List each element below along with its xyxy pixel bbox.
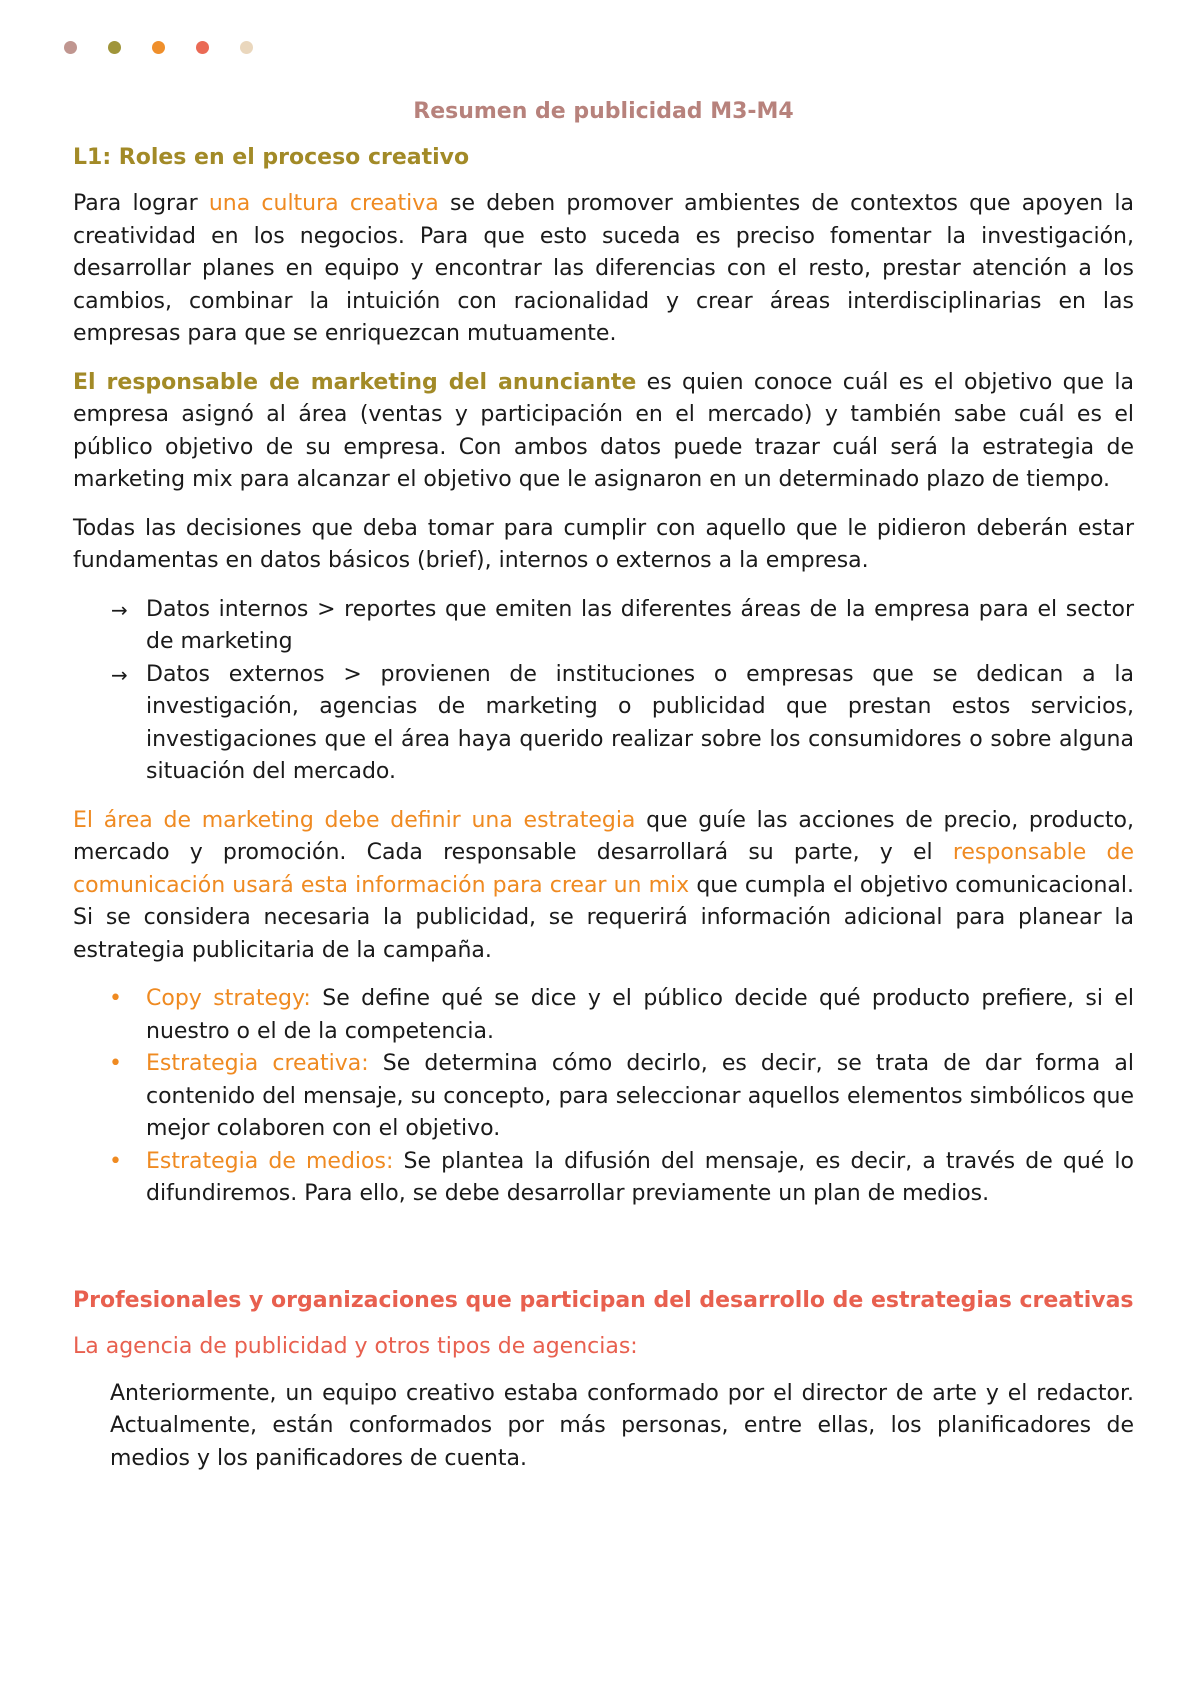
text-run: es quien conoce cuál es el objetivo que la empresa asignó al área (ventas y participación en el mercado) y también sabe cuál es el público objetivo de su empresa. Con ambos datos puede trazar cuál será la estrategia de marketing mix para alcanzar el objetivo que le asignaron en un determinado plazo de tiempo. <box>73 369 1134 492</box>
text-run: que guíe las acciones de precio, producto, mercado y promoción. Cada responsable desarrollará su parte, y el <box>73 807 1134 865</box>
list-item <box>73 1146 1134 1211</box>
list-item-text: Se plantea la difusión del mensaje, es decir, a través de qué lo difundiremos. Para ello, se debe desarrollar previamente un plan de medios. <box>146 1148 1134 1206</box>
list-item <box>73 659 1134 789</box>
paragraph-decisiones: Todas las decisiones que deba tomar para cumplir con aquello que le pidieron deberán estar fundamentas en datos básicos (brief), internos o externos a la empresa. <box>73 515 1134 573</box>
bullet-term: Copy strategy: <box>146 986 311 1011</box>
list-item-text: Se determina cómo decirlo, es decir, se trata de dar forma al contenido del mensaje, su concepto, para seleccionar aquellos elementos simbólicos que mejor colaboren con el objetivo. <box>146 1051 1134 1141</box>
bullet-term: Estrategia de medios: <box>146 1148 394 1174</box>
dot-5 <box>240 41 253 54</box>
text-run: se deben promover ambientes de contextos que apoyen la creatividad en los negocios. Para que esto suceda es preciso fomentar la investigación, desarrollar planes en equipo y encontrar las diferencias con el resto, prestar atención a los cambios, combinar la intuición con racionalidad y crear áreas interdisciplinarias en las empresas para que se enriquezcan mutuamente. <box>73 191 1135 346</box>
dot-3 <box>152 41 165 54</box>
dot-2 <box>108 41 121 54</box>
bullet-term: Estrategia creativa: <box>146 1051 369 1076</box>
bullet-icon: • <box>109 1148 122 1174</box>
document-title: Resumen de publicidad M3-M4 <box>413 99 794 124</box>
arrow-list <box>73 594 1134 789</box>
document-body <box>73 96 1134 1491</box>
spacer <box>73 1227 1134 1285</box>
bullet-list <box>73 983 1134 1211</box>
paragraph-equipo-creativo: Anteriormente, un equipo creativo estaba conformado por el director de arte y el redactor. Actualmente, están conformados por más personas, entre ellas, los planificadores de medios y los panificadores de cuenta. <box>110 1380 1134 1471</box>
paragraph-area-marketing <box>73 805 1134 968</box>
section-heading-profesionales: Profesionales y organizaciones que participan del desarrollo de estrategias creativas <box>73 1287 1134 1313</box>
list-item <box>73 1048 1134 1146</box>
bullet-icon: • <box>109 986 122 1011</box>
dot-1 <box>64 41 77 54</box>
subheading-agencia: La agencia de publicidad y otros tipos de agencias: <box>73 1334 638 1359</box>
bullet-icon: • <box>109 1051 122 1076</box>
list-item-text: Datos externos > provienen de instituciones o empresas que se dedican a la investigación, agencias de marketing o publicidad que prestan estos servicios, investigaciones que el área haya querido realizar sobre los consumidores o sobre alguna situación del mercado. <box>146 661 1134 784</box>
highlight-cultura-creativa: una cultura creativa <box>208 191 439 216</box>
arrow-right-icon: → <box>111 597 128 622</box>
list-item <box>73 983 1134 1048</box>
list-item-text: Datos internos > reportes que emiten las diferentes áreas de la empresa para el sector de marketing <box>146 596 1134 654</box>
dot-4 <box>196 41 209 54</box>
paragraph-cultura-creativa <box>73 188 1134 351</box>
section-heading-roles: L1: Roles en el proceso creativo <box>73 145 470 170</box>
text-run: Para lograr <box>73 191 209 216</box>
text-run: que cumpla el objetivo comunicacional. Si se considera necesaria la publicidad, se requerirá información adicional para planear la estrategia publicitaria de la campaña. <box>73 872 1135 963</box>
list-item <box>73 594 1134 659</box>
highlight-responsable-comunicacion: responsable de comunicación usará esta información para crear un mix <box>73 840 1134 898</box>
arrow-right-icon: → <box>111 662 128 687</box>
paragraph-responsable-marketing <box>73 367 1134 497</box>
highlight-estrategia: El área de marketing debe definir una estrategia <box>73 807 636 833</box>
list-item-text: Se define qué se dice y el público decide qué producto prefiere, si el nuestro o el de la competencia. <box>146 986 1135 1044</box>
highlight-responsable-marketing: El responsable de marketing del anunciante <box>73 369 637 395</box>
